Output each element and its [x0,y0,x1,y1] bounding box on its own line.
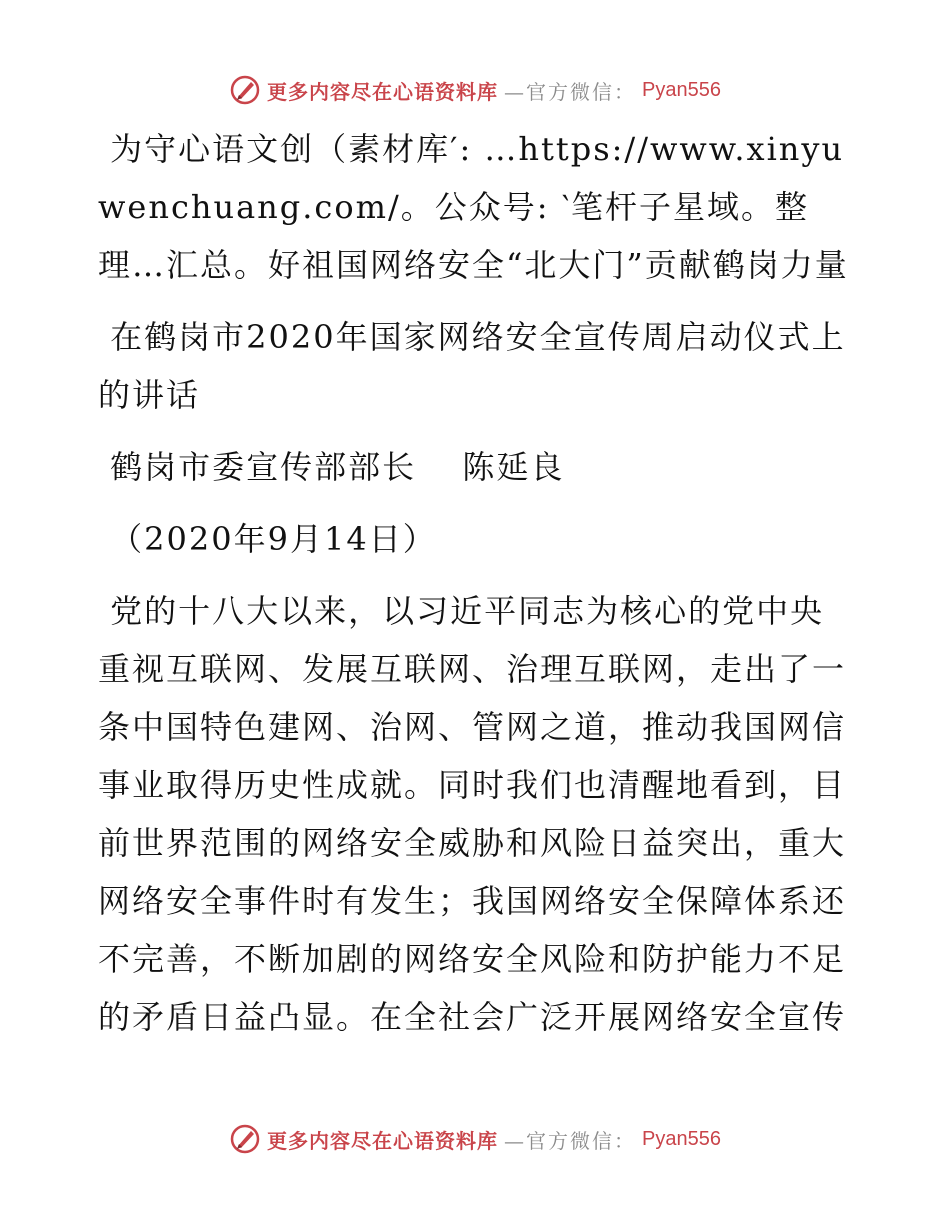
watermark-footer [0,1119,950,1159]
watermark-separator: —官方微信： [504,1128,637,1153]
quill-pen-logo-icon [229,1123,261,1155]
watermark-wechat-id: Pyan556 [642,78,721,101]
watermark-separator: —官方微信： [504,79,637,104]
watermark-brand: 更多内容尽在心语资料库 [267,79,499,104]
speech-title: 在鹤岗市2020年国家网络安全宣传周启动仪式上的讲话 [98,318,846,414]
speech-author: 鹤岗市委宣传部部长 陈延良 [98,448,565,486]
quill-pen-logo-icon [229,74,261,106]
watermark-header [0,70,950,110]
document-content [98,120,850,1046]
body-paragraph: 党的十八大以来，以习近平同志为核心的党中央重视互联网、发展互联网、治理互联网，走出了一条中国特色建网、治网、管网之道，推动我国网信事业取得历史性成就。同时我们也清醒地看到，目前世界范围的网络安全威胁和风险日益突出，重大网络安全事件时有发生；我国网络安全保障体系还不完善，不断加剧的网络安全风险和防护能力不足的矛盾日益凸显。在全社会广泛开展网络安全宣传 [98,592,847,1036]
watermark-brand: 更多内容尽在心语资料库 [267,1128,499,1153]
watermark-wechat-id: Pyan556 [642,1127,721,1150]
intro-paragraph: 为守心语文创（素材库′: …https://www.xinyuwenchuang.com/。公众号: ‵笔杆子星域。整理…汇总。好祖国网络安全“北大门”贡献鹤岗力量 [98,130,849,284]
speech-date: （2020年9月14日） [98,520,437,558]
